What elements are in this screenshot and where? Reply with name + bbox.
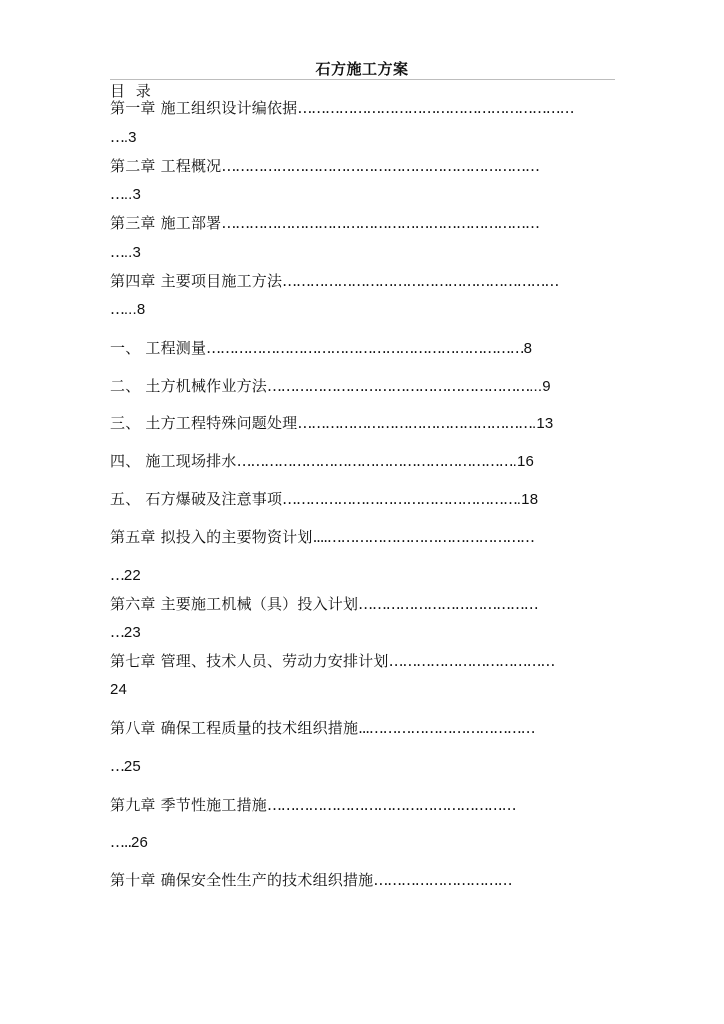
toc-page-number: 24 — [110, 681, 128, 698]
toc-leader: …………………………………………… — [297, 414, 532, 432]
toc-page-number: 22 — [123, 567, 141, 584]
toc-leader: … — [110, 243, 124, 261]
toc-entry-chapter-8 — [110, 718, 534, 739]
toc-leader: ………………………………… — [358, 595, 538, 613]
toc-leader: ....……………………………………… — [312, 528, 534, 546]
toc-entry-chapter-4-page — [110, 299, 145, 320]
toc-entry-chapter-7-page — [110, 679, 127, 700]
toc-page-number: .13 — [531, 415, 554, 432]
toc-entry-label: 第七章 管理、技术人员、劳动力安排计划 — [110, 652, 389, 670]
toc-entry-label: 五、 石方爆破及注意事项 — [110, 490, 283, 508]
toc-page-number: ..3 — [123, 244, 142, 261]
toc-entry-label: 第五章 拟投入的主要物资计划 — [110, 528, 313, 546]
toc-entry-chapter-5 — [110, 527, 534, 548]
toc-entry-label: 第六章 主要施工机械（具）投入计划 — [110, 595, 359, 613]
toc-leader: … — [110, 185, 124, 203]
toc-entry-chapter-2 — [110, 156, 539, 177]
toc-page-number: .3 — [123, 129, 137, 146]
toc-entry-section-2 — [110, 376, 551, 397]
toc-leader: …………………………………………………………… — [221, 214, 539, 232]
toc-page-number: 8 — [523, 340, 533, 357]
toc-leader: ….. — [110, 833, 131, 851]
toc-entry-chapter-1-page — [110, 127, 137, 148]
toc-leader: …………………………………………………………… — [221, 157, 539, 175]
toc-entry-label: 第八章 确保工程质量的技术组织措施 — [110, 719, 359, 737]
toc-leader: …………………………………………………… — [236, 452, 513, 470]
toc-page-number: .16 — [512, 453, 535, 470]
toc-entry-label: 第一章 施工组织设计编依据 — [110, 99, 298, 117]
toc-entry-label: 第十章 确保安全性生产的技术组织措施 — [110, 871, 374, 889]
toc-leader: …………………………………………………………… — [206, 339, 524, 357]
toc-entry-chapter-9-page — [110, 832, 148, 853]
toc-entry-label: 第三章 施工部署 — [110, 214, 222, 232]
toc-entry-chapter-10 — [110, 870, 511, 891]
toc-entry-label: 一、 工程测量 — [110, 339, 207, 357]
toc-leader: ………………………… — [373, 871, 512, 889]
toc-entry-chapter-3 — [110, 213, 539, 234]
toc-leader: … — [110, 128, 124, 146]
toc-entry-label: 第九章 季节性施工措施 — [110, 796, 267, 814]
toc-leader: ……………………………………………… — [266, 796, 516, 814]
toc-entry-section-1 — [110, 338, 532, 359]
toc-entry-section-4 — [110, 451, 534, 472]
toc-leader: …………………………………………………… — [297, 99, 574, 117]
toc-entry-label: 二、 土方机械作业方法 — [110, 377, 267, 395]
toc-entry-chapter-3-page — [110, 242, 141, 263]
toc-page-number: .18 — [516, 491, 539, 508]
toc-page-number: ...9 — [529, 378, 551, 395]
toc-leader: ………………………………………………… — [266, 377, 530, 395]
toc-page-number: 26 — [130, 834, 149, 851]
toc-leader: … — [110, 757, 124, 775]
header-rule — [110, 79, 615, 80]
toc-entry-section-3 — [110, 413, 553, 434]
toc-leader: … — [110, 300, 124, 318]
toc-leader: …………………………………………………… — [282, 272, 559, 290]
document-title: 石方施工方案 — [315, 60, 409, 78]
toc-entry-chapter-6 — [110, 594, 538, 615]
toc-leader: … — [110, 566, 124, 584]
toc-entry-section-5 — [110, 489, 538, 510]
toc-entry-label: 第四章 主要项目施工方法 — [110, 272, 283, 290]
toc-entry-chapter-9 — [110, 795, 515, 816]
toc-entry-chapter-2-page — [110, 184, 141, 205]
toc-entry-chapter-1 — [110, 98, 573, 119]
toc-entry-chapter-4 — [110, 271, 558, 292]
toc-leader: ……………………………… — [388, 652, 555, 670]
toc-entry-chapter-7 — [110, 651, 554, 672]
toc-page-number: 25 — [123, 758, 141, 775]
toc-heading: 目 录 — [110, 82, 154, 100]
toc-leader: …………………………………………… — [282, 490, 517, 508]
toc-entry-label: 三、 土方工程特殊问题处理 — [110, 414, 298, 432]
toc-leader: ...……………………………… — [358, 719, 535, 737]
toc-entry-label: 第二章 工程概况 — [110, 157, 222, 175]
toc-page-number: ...8 — [123, 301, 146, 318]
toc-entry-chapter-6-page — [110, 622, 141, 643]
toc-leader: … — [110, 623, 124, 641]
toc-page-number: 23 — [123, 624, 141, 641]
toc-entry-chapter-8-page — [110, 756, 141, 777]
toc-entry-label: 四、 施工现场排水 — [110, 452, 237, 470]
toc-entry-chapter-5-page — [110, 565, 141, 586]
toc-page-number: ..3 — [123, 186, 142, 203]
